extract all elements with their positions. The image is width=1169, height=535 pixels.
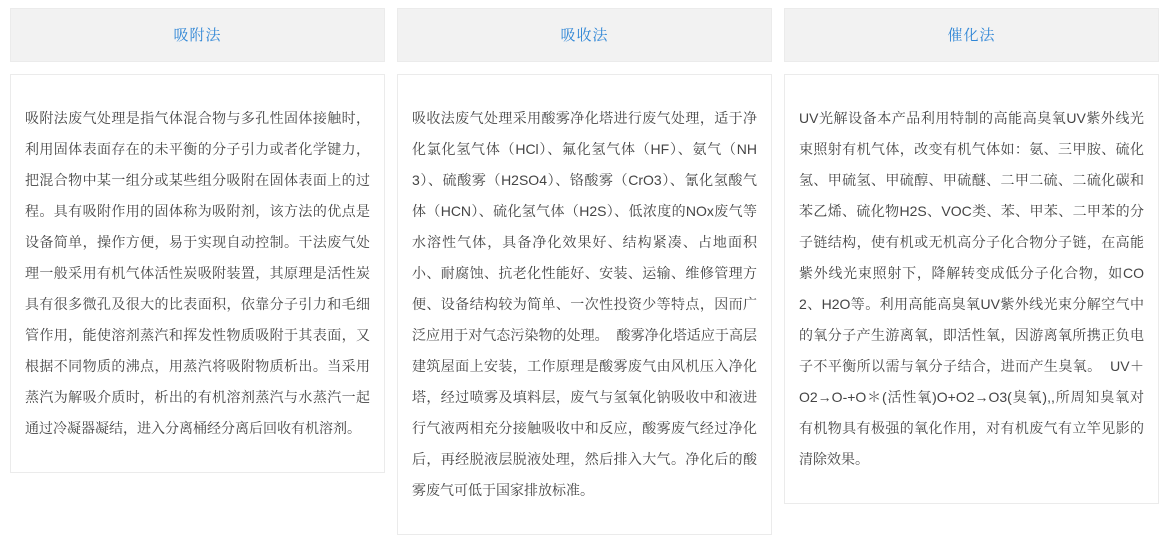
card-text-adsorption: 吸附法废气处理是指气体混合物与多孔性固体接触时，利用固体表面存在的未平衡的分子引力或者化学键力，把混合物中某一组分或某些组分吸附在固体表面上的过程。具有吸附作用的固体称为吸附剂，该方法的优点是设备简单，操作方便，易于实现自动控制。干法废气处理一般采用有机气体活性炭吸附装置，其原理是活性炭具有很多微孔及很大的比表面积，依靠分子引力和毛细管作用，能使溶剂蒸汽和挥发性物质吸附于其表面，又根据不同物质的沸点，用蒸汽将吸附物质析出。当采用蒸汽为解吸介质时，析出的有机溶剂蒸汽与水蒸汽一起通过冷凝器凝结，进入分离桶经分离后回收有机溶剂。 bbox=[25, 110, 370, 436]
card-text-absorption: 吸收法废气处理采用酸雾净化塔进行废气处理，适于净化氯化氢气体（HCl）、氟化氢气体（HF）、氨气（NH3）、硫酸雾（H2SO4）、铬酸雾（CrO3）、氰化氢酸气体（HCN）、硫化氢气体（H2S）、低浓度的NOx废气等水溶性气体，具备净化效果好、结构紧凑、占地面积小、耐腐蚀、抗老化性能好、安装、运输、维修管理方便、设备结构较为简单、一次性投资少等特点，因而广泛应用于对气态污染物的处理。 酸雾净化塔适应于高层建筑屋面上安装，工作原理是酸雾废气由风机压入净化塔，经过喷雾及填料层，废气与氢氧化钠吸收中和液进行气液两相充分接触吸收中和反应，酸雾废气经过净化后，再经脱液层脱液处理，然后排入大气。净化后的酸雾废气可低于国家排放标准。 bbox=[412, 110, 757, 498]
card-body-catalysis bbox=[784, 74, 1159, 504]
card-column-catalysis bbox=[784, 8, 1159, 504]
card-column-absorption bbox=[397, 8, 772, 535]
card-body-absorption bbox=[397, 74, 772, 535]
card-title-catalysis: 催化法 bbox=[947, 26, 996, 44]
card-title-absorption: 吸收法 bbox=[560, 26, 609, 44]
card-title-adsorption: 吸附法 bbox=[173, 26, 222, 44]
card-header-absorption bbox=[397, 8, 772, 62]
card-header-catalysis bbox=[784, 8, 1159, 62]
card-header-adsorption bbox=[10, 8, 385, 62]
card-column-adsorption bbox=[10, 8, 385, 473]
card-text-catalysis: UV光解设备本产品利用特制的高能高臭氧UV紫外线光束照射有机气体，改变有机气体如：氨、三甲胺、硫化氢、甲硫氢、甲硫醇、甲硫醚、二甲二硫、二硫化碳和苯乙烯、硫化物H2S、VOC类、苯、甲苯、二甲苯的分子链结构，使有机或无机高分子化合物分子链，在高能紫外线光束照射下，降解转变成低分子化合物，如CO2、H2O等。利用高能高臭氧UV紫外线光束分解空气中的氧分子产生游离氧，即活性氧，因游离氧所携正负电子不平衡所以需与氧分子结合，进而产生臭氧。 UV＋O2→O-+O＊(活性氧)O+O2→O3(臭氧),,所周知臭氧对有机物具有极强的氧化作用，对有机废气有立竿见影的清除效果。 bbox=[799, 110, 1144, 467]
card-body-adsorption bbox=[10, 74, 385, 473]
